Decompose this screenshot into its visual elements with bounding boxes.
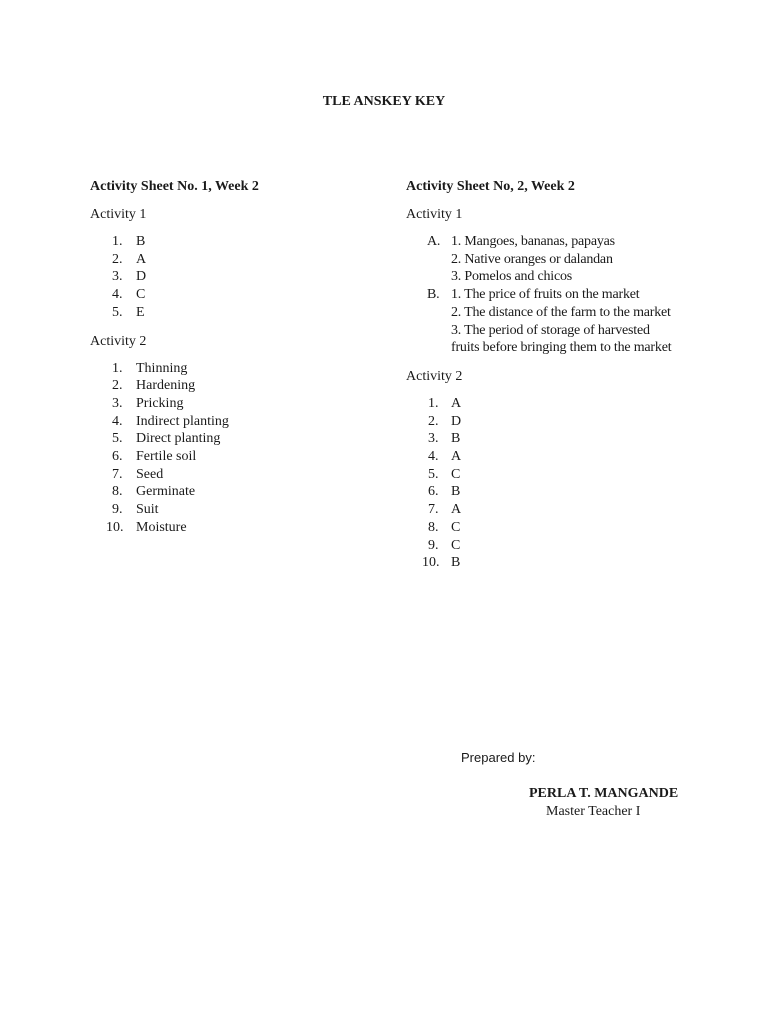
answer-item: 6. Fertile soil — [112, 449, 197, 465]
answer-item: 8. Germinate — [112, 484, 196, 500]
answer-list — [90, 360, 380, 537]
answer-item: 5. C — [428, 466, 461, 482]
answer-item: 8. C — [428, 519, 461, 535]
answer-list — [90, 233, 380, 322]
group-line: 2. Native oranges or dalandan — [451, 251, 613, 267]
answer-item: 2. Hardening — [112, 378, 196, 394]
group-line: 2. The distance of the farm to the market — [451, 304, 671, 320]
answer-item: 4. Indirect planting — [112, 413, 229, 429]
answer-item: 7. Seed — [112, 466, 164, 482]
activity-label: Activity 1 — [90, 207, 147, 222]
activity-label: Activity 1 — [406, 207, 463, 222]
answer-item: 9. Suit — [112, 502, 159, 518]
answer-item: 5. E — [112, 304, 145, 320]
answer-item: 2. A — [112, 251, 147, 267]
document-title: TLE ANSKEY KEY — [322, 94, 446, 109]
answer-item: 3. Pricking — [112, 395, 184, 411]
sheet-title-1: Activity Sheet No. 1, Week 2 — [90, 179, 259, 194]
answer-item: 2. D — [428, 413, 462, 429]
answer-item: 3. D — [112, 269, 147, 285]
prepared-by-label: Prepared by: — [461, 750, 536, 765]
group-letter: A. — [427, 234, 441, 249]
sheet-title-2: Activity Sheet No, 2, Week 2 — [406, 179, 575, 194]
activity-label: Activity 2 — [406, 368, 463, 384]
group-line: 3. The period of storage of harvested — [451, 322, 650, 338]
signatory-position: Master Teacher I — [546, 804, 641, 819]
signatory-name: PERLA T. MANGANDE — [529, 786, 679, 801]
answer-item: 4. C — [112, 287, 146, 303]
answer-item: 1. B — [112, 234, 146, 249]
answer-item: 1. Thinning — [112, 360, 188, 376]
answer-item: 6. B — [428, 484, 461, 500]
group-letter: B. — [427, 287, 440, 303]
answer-group — [406, 233, 706, 357]
answer-item: 4. A — [428, 449, 462, 465]
activity-label: Activity 2 — [90, 333, 147, 349]
answer-item: 10. Moisture — [106, 519, 187, 535]
answer-item: 1. A — [428, 395, 462, 411]
group-line: A. 1. Mangoes, bananas, papayas — [427, 234, 615, 249]
answer-item: 7. A — [428, 502, 462, 518]
answer-item: 5. Direct planting — [112, 431, 221, 447]
answer-list — [406, 395, 706, 572]
group-line: 3. Pomelos and chicos — [451, 269, 573, 285]
group-line: fruits before bringing them to the market — [451, 340, 672, 356]
right-column — [406, 178, 706, 572]
answer-item: 3. B — [428, 431, 461, 447]
answer-item: 10. B — [422, 555, 461, 571]
left-column — [90, 178, 380, 537]
group-line: B. 1. The price of fruits on the market — [427, 287, 640, 303]
answer-item: 9. C — [428, 537, 461, 553]
